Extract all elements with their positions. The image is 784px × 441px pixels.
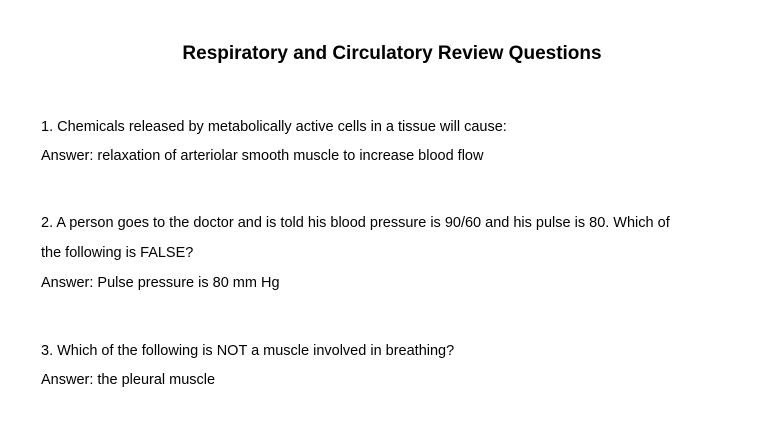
question-1-text: 1. Chemicals released by metabolically active cells in a tissue will cause: — [41, 119, 507, 135]
question-2-text-line-2: the following is FALSE? — [41, 245, 194, 261]
answer-1-text: Answer: relaxation of arteriolar smooth muscle to increase blood flow — [41, 148, 484, 164]
answer-2-text: Answer: Pulse pressure is 80 mm Hg — [41, 275, 280, 291]
question-3-text: 3. Which of the following is NOT a muscle involved in breathing? — [41, 343, 455, 359]
question-2-text-line-1: 2. A person goes to the doctor and is told his blood pressure is 90/60 and his pulse is 80. Which of — [41, 215, 670, 231]
page-title: Respiratory and Circulatory Review Questions — [182, 43, 602, 64]
answer-3-text: Answer: the pleural muscle — [41, 372, 216, 388]
